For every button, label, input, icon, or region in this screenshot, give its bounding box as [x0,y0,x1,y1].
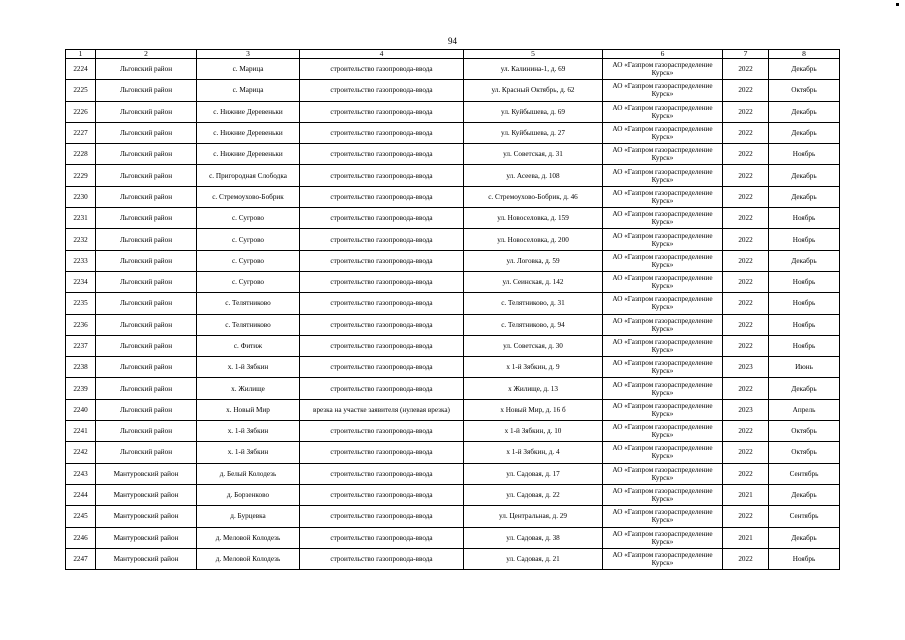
month-cell: Декабрь [769,59,840,80]
settlement-cell: д. Борзенково [197,484,300,505]
address-cell: ул. Калинина-1, д. 69 [464,59,603,80]
organization-cell: АО «Газпром газораспределение Курск» [603,506,723,527]
row-index-cell: 2241 [66,421,96,442]
settlement-cell: с. Сугрово [197,271,300,292]
settlement-cell: с. Телятниково [197,314,300,335]
row-index-cell: 2229 [66,165,96,186]
address-cell: с. Стремоухово-Бобрик, д. 46 [464,186,603,207]
table-row [66,378,840,399]
settlement-cell: х. Новый Мир [197,399,300,420]
settlement-cell: х. 1-й Зябкин [197,357,300,378]
work-type-cell: строительство газопровода-ввода [300,527,464,548]
month-cell: Декабрь [769,378,840,399]
settlement-cell: с. Фитиж [197,335,300,356]
organization-cell: АО «Газпром газораспределение Курск» [603,399,723,420]
table-row [66,122,840,143]
table-row [66,165,840,186]
work-type-cell: строительство газопровода-ввода [300,101,464,122]
row-index-cell: 2237 [66,335,96,356]
address-cell: ул. Куйбышева, д. 69 [464,101,603,122]
work-type-cell: строительство газопровода-ввода [300,186,464,207]
month-cell: Ноябрь [769,314,840,335]
row-index-cell: 2225 [66,80,96,101]
table-row [66,442,840,463]
district-cell: Льговский район [96,314,197,335]
table-row [66,527,840,548]
organization-cell: АО «Газпром газораспределение Курск» [603,122,723,143]
organization-cell: АО «Газпром газораспределение Курск» [603,59,723,80]
month-cell: Ноябрь [769,293,840,314]
organization-cell: АО «Газпром газораспределение Курск» [603,378,723,399]
district-cell: Мантуровский район [96,548,197,569]
organization-cell: АО «Газпром газораспределение Курск» [603,80,723,101]
district-cell: Мантуровский район [96,463,197,484]
district-cell: Льговский район [96,293,197,314]
district-cell: Мантуровский район [96,484,197,505]
organization-cell: АО «Газпром газораспределение Курск» [603,186,723,207]
district-cell: Льговский район [96,208,197,229]
month-cell: Апрель [769,399,840,420]
organization-cell: АО «Газпром газораспределение Курск» [603,357,723,378]
work-type-cell: строительство газопровода-ввода [300,80,464,101]
year-cell: 2022 [723,250,769,271]
address-cell: ул. Садовая, д. 22 [464,484,603,505]
year-cell: 2022 [723,548,769,569]
settlement-cell: с. Марица [197,80,300,101]
address-cell: ул. Новоселовка, д. 200 [464,229,603,250]
organization-cell: АО «Газпром газораспределение Курск» [603,548,723,569]
work-type-cell: строительство газопровода-ввода [300,208,464,229]
work-type-cell: строительство газопровода-ввода [300,271,464,292]
table-row [66,463,840,484]
year-cell: 2022 [723,80,769,101]
district-cell: Льговский район [96,122,197,143]
work-type-cell: строительство газопровода-ввода [300,357,464,378]
work-type-cell: строительство газопровода-ввода [300,229,464,250]
work-type-cell: строительство газопровода-ввода [300,506,464,527]
settlement-cell: д. Белый Колодезь [197,463,300,484]
table-row [66,101,840,122]
settlement-cell: х. Жилище [197,378,300,399]
month-cell: Ноябрь [769,335,840,356]
organization-cell: АО «Газпром газораспределение Курск» [603,208,723,229]
year-cell: 2022 [723,421,769,442]
year-cell: 2022 [723,101,769,122]
month-cell: Ноябрь [769,548,840,569]
month-cell: Декабрь [769,101,840,122]
column-number: 5 [464,50,603,59]
column-number-row [66,50,840,59]
month-cell: Декабрь [769,250,840,271]
settlement-cell: с. Марица [197,59,300,80]
address-cell: с. Телятниково, д. 94 [464,314,603,335]
district-cell: Льговский район [96,186,197,207]
settlement-cell: д. Меловой Колодезь [197,527,300,548]
address-cell: ул. Асеева, д. 108 [464,165,603,186]
address-cell: с. Телятниково, д. 31 [464,293,603,314]
organization-cell: АО «Газпром газораспределение Курск» [603,442,723,463]
district-cell: Мантуровский район [96,506,197,527]
district-cell: Льговский район [96,80,197,101]
column-number: 8 [769,50,840,59]
table-row [66,399,840,420]
settlement-cell: х. 1-й Зябкин [197,421,300,442]
work-type-cell: строительство газопровода-ввода [300,548,464,569]
work-type-cell: строительство газопровода-ввода [300,335,464,356]
column-number: 3 [197,50,300,59]
table-body [66,59,840,570]
month-cell: Октябрь [769,442,840,463]
month-cell: Декабрь [769,165,840,186]
year-cell: 2021 [723,484,769,505]
district-cell: Льговский район [96,421,197,442]
column-number: 6 [603,50,723,59]
row-index-cell: 2236 [66,314,96,335]
table-row [66,335,840,356]
month-cell: Декабрь [769,484,840,505]
row-index-cell: 2247 [66,548,96,569]
settlement-cell: с. Нижние Деревеньки [197,122,300,143]
table-row [66,208,840,229]
month-cell: Ноябрь [769,208,840,229]
column-number: 2 [96,50,197,59]
address-cell: ул. Логовка, д. 59 [464,250,603,271]
row-index-cell: 2230 [66,186,96,207]
column-number: 1 [66,50,96,59]
settlement-cell: д. Бурцевка [197,506,300,527]
year-cell: 2022 [723,463,769,484]
settlement-cell: с. Нижние Деревеньки [197,101,300,122]
year-cell: 2022 [723,186,769,207]
address-cell: ул. Куйбышева, д. 27 [464,122,603,143]
organization-cell: АО «Газпром газораспределение Курск» [603,101,723,122]
year-cell: 2022 [723,59,769,80]
table-row [66,484,840,505]
work-type-cell: врезка на участке заявителя (нулевая врезка) [300,399,464,420]
organization-cell: АО «Газпром газораспределение Курск» [603,314,723,335]
year-cell: 2022 [723,314,769,335]
year-cell: 2022 [723,144,769,165]
work-type-cell: строительство газопровода-ввода [300,59,464,80]
month-cell: Сентябрь [769,506,840,527]
month-cell: Октябрь [769,421,840,442]
month-cell: Ноябрь [769,271,840,292]
column-number: 4 [300,50,464,59]
table-row [66,506,840,527]
year-cell: 2022 [723,122,769,143]
month-cell: Ноябрь [769,144,840,165]
row-index-cell: 2224 [66,59,96,80]
page-number: 94 [448,36,457,46]
row-index-cell: 2245 [66,506,96,527]
address-cell: ул. Советская, д. 31 [464,144,603,165]
address-cell: х Новый Мир, д. 16 б [464,399,603,420]
month-cell: Ноябрь [769,229,840,250]
gas-connection-table [65,49,840,570]
year-cell: 2022 [723,271,769,292]
address-cell: ул. Садовая, д. 21 [464,548,603,569]
district-cell: Льговский район [96,378,197,399]
row-index-cell: 2233 [66,250,96,271]
work-type-cell: строительство газопровода-ввода [300,314,464,335]
settlement-cell: с. Телятниково [197,293,300,314]
work-type-cell: строительство газопровода-ввода [300,144,464,165]
district-cell: Мантуровский район [96,527,197,548]
year-cell: 2022 [723,229,769,250]
table-row [66,314,840,335]
district-cell: Льговский район [96,101,197,122]
settlement-cell: х. 1-й Зябкин [197,442,300,463]
row-index-cell: 2231 [66,208,96,229]
year-cell: 2022 [723,442,769,463]
settlement-cell: с. Пригородная Слободка [197,165,300,186]
address-cell: ул. Красный Октябрь, д. 62 [464,80,603,101]
settlement-cell: с. Стремоухово-Бобрик [197,186,300,207]
address-cell: х Жилище, д. 13 [464,378,603,399]
district-cell: Льговский район [96,229,197,250]
table-row [66,186,840,207]
year-cell: 2021 [723,527,769,548]
organization-cell: АО «Газпром газораспределение Курск» [603,271,723,292]
row-index-cell: 2235 [66,293,96,314]
scan-edge-mark [896,3,899,6]
month-cell: Июнь [769,357,840,378]
work-type-cell: строительство газопровода-ввода [300,293,464,314]
organization-cell: АО «Газпром газораспределение Курск» [603,293,723,314]
organization-cell: АО «Газпром газораспределение Курск» [603,250,723,271]
work-type-cell: строительство газопровода-ввода [300,122,464,143]
year-cell: 2022 [723,293,769,314]
work-type-cell: строительство газопровода-ввода [300,484,464,505]
row-index-cell: 2244 [66,484,96,505]
settlement-cell: с. Сугрово [197,250,300,271]
row-index-cell: 2239 [66,378,96,399]
year-cell: 2023 [723,399,769,420]
month-cell: Декабрь [769,186,840,207]
district-cell: Льговский район [96,59,197,80]
month-cell: Октябрь [769,80,840,101]
address-cell: х 1-й Зябкин, д. 4 [464,442,603,463]
organization-cell: АО «Газпром газораспределение Курск» [603,335,723,356]
row-index-cell: 2240 [66,399,96,420]
address-cell: ул. Садовая, д. 38 [464,527,603,548]
address-cell: х 1-й Зябкин, д. 10 [464,421,603,442]
table-row [66,357,840,378]
district-cell: Льговский район [96,250,197,271]
column-number: 7 [723,50,769,59]
work-type-cell: строительство газопровода-ввода [300,463,464,484]
row-index-cell: 2226 [66,101,96,122]
year-cell: 2022 [723,208,769,229]
address-cell: ул. Центральная, д. 29 [464,506,603,527]
address-cell: ул. Советская, д. 30 [464,335,603,356]
district-cell: Льговский район [96,144,197,165]
table-row [66,293,840,314]
district-cell: Льговский район [96,165,197,186]
organization-cell: АО «Газпром газораспределение Курск» [603,421,723,442]
organization-cell: АО «Газпром газораспределение Курск» [603,527,723,548]
address-cell: х 1-й Зябкин, д. 9 [464,357,603,378]
table-row [66,59,840,80]
table-row [66,271,840,292]
table-row [66,80,840,101]
settlement-cell: с. Сугрово [197,229,300,250]
year-cell: 2022 [723,378,769,399]
table-row [66,548,840,569]
settlement-cell: д. Меловой Колодезь [197,548,300,569]
district-cell: Льговский район [96,357,197,378]
table-row [66,250,840,271]
row-index-cell: 2232 [66,229,96,250]
organization-cell: АО «Газпром газораспределение Курск» [603,484,723,505]
row-index-cell: 2238 [66,357,96,378]
address-cell: ул. Сеинская, д. 142 [464,271,603,292]
district-cell: Льговский район [96,335,197,356]
month-cell: Декабрь [769,527,840,548]
settlement-cell: с. Нижние Деревеньки [197,144,300,165]
district-cell: Льговский район [96,271,197,292]
district-cell: Льговский район [96,399,197,420]
month-cell: Декабрь [769,122,840,143]
work-type-cell: строительство газопровода-ввода [300,378,464,399]
table-row [66,421,840,442]
table-row [66,229,840,250]
organization-cell: АО «Газпром газораспределение Курск» [603,144,723,165]
row-index-cell: 2234 [66,271,96,292]
row-index-cell: 2227 [66,122,96,143]
row-index-cell: 2228 [66,144,96,165]
work-type-cell: строительство газопровода-ввода [300,250,464,271]
organization-cell: АО «Газпром газораспределение Курск» [603,229,723,250]
year-cell: 2022 [723,335,769,356]
row-index-cell: 2243 [66,463,96,484]
year-cell: 2022 [723,506,769,527]
year-cell: 2023 [723,357,769,378]
month-cell: Сентябрь [769,463,840,484]
address-cell: ул. Новоселовка, д. 159 [464,208,603,229]
settlement-cell: с. Сугрово [197,208,300,229]
table-row [66,144,840,165]
organization-cell: АО «Газпром газораспределение Курск» [603,165,723,186]
row-index-cell: 2246 [66,527,96,548]
row-index-cell: 2242 [66,442,96,463]
organization-cell: АО «Газпром газораспределение Курск» [603,463,723,484]
year-cell: 2022 [723,165,769,186]
work-type-cell: строительство газопровода-ввода [300,442,464,463]
work-type-cell: строительство газопровода-ввода [300,421,464,442]
work-type-cell: строительство газопровода-ввода [300,165,464,186]
address-cell: ул. Садовая, д. 17 [464,463,603,484]
district-cell: Льговский район [96,442,197,463]
